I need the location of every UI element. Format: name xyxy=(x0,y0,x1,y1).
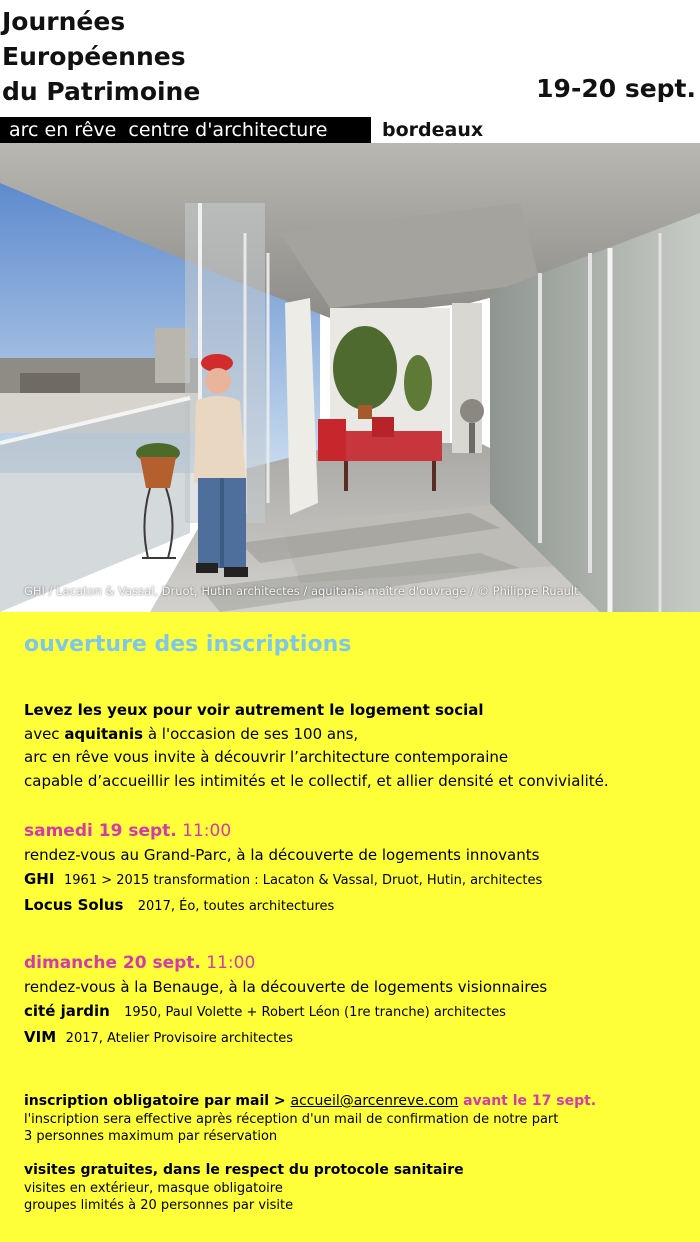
intro-line-3: arc en rêve vous invite à découvrir l’architecture contemporaine xyxy=(24,748,509,766)
event-title-line-2: Européennes xyxy=(2,42,186,71)
intro-lead: Levez les yeux pour voir autrement le logement social xyxy=(24,701,484,719)
day-description: rendez-vous à la Benauge, à la découverte de logements visionnaires xyxy=(24,978,548,996)
day-sunday xyxy=(24,951,547,1051)
visits-line-2: groupes limités à 20 personnes par visite xyxy=(24,1198,294,1213)
event-title-line-3: du Patrimoine xyxy=(2,77,201,106)
visit-item xyxy=(24,999,547,1025)
organization-name: arc en rêve centre d'architecture xyxy=(9,119,328,141)
visit-name: GHI xyxy=(24,870,55,888)
day-saturday xyxy=(24,819,542,919)
day-time: 11:00 xyxy=(182,821,232,841)
visit-name: Locus Solus xyxy=(24,896,124,914)
visits-line-1: visites en extérieur, masque obligatoire xyxy=(24,1181,283,1196)
day-name: dimanche 20 sept. xyxy=(24,953,201,973)
balcony-photo-illustration xyxy=(0,143,700,612)
intro-text xyxy=(24,699,609,793)
event-date: 19-20 sept. xyxy=(536,74,696,103)
visit-detail: 2017, Atelier Provisoire architectes xyxy=(65,1031,294,1046)
registration-deadline: avant le 17 sept. xyxy=(463,1093,597,1109)
visit-detail: 2017, Éo, toutes architectures xyxy=(137,899,335,914)
visit-name: VIM xyxy=(24,1028,57,1046)
visit-item xyxy=(24,1025,547,1051)
day-time: 11:00 xyxy=(206,953,256,973)
registration-info xyxy=(24,1092,596,1145)
intro-line-2 xyxy=(24,723,609,747)
registration-title xyxy=(24,1092,596,1111)
intro-line-4: capable d’accueillir les intimités et le collectif, et allier densité et convivialité. xyxy=(24,771,609,790)
event-title xyxy=(2,4,200,109)
intro-aquitanis: aquitanis xyxy=(64,724,144,743)
organization-banner xyxy=(0,117,371,144)
day-description: rendez-vous au Grand-Parc, à la découverte de logements innovants xyxy=(24,846,540,864)
visit-name: cité jardin xyxy=(24,1002,110,1020)
registration-line-1: l'inscription sera effective après réception d'un mail de confirmation de notre part xyxy=(24,1112,559,1127)
intro-line-2-prefix: avec xyxy=(24,724,65,743)
header xyxy=(0,0,700,143)
photo-credit: GHI / Lacaton & Vassal, Druot, Hutin architectes / aquitanis maître d'ouvrage / © Philippe Ruault xyxy=(24,584,579,598)
registration-email-link[interactable]: accueil@arcenreve.com xyxy=(290,1093,459,1109)
section-heading: ouverture des inscriptions xyxy=(24,632,352,657)
day-title xyxy=(24,819,542,843)
visit-item xyxy=(24,867,542,893)
visit-detail: 1961 > 2015 transformation : Lacaton & Vassal, Druot, Hutin, architectes xyxy=(64,873,543,888)
registration-line-2: 3 personnes maximum par réservation xyxy=(24,1129,278,1144)
content-panel xyxy=(0,612,700,1242)
event-title-line-1: Journées xyxy=(2,7,126,36)
hero-photo xyxy=(0,143,700,612)
visit-item xyxy=(24,893,542,919)
day-name: samedi 19 sept. xyxy=(24,821,177,841)
registration-label: inscription obligatoire par mail > xyxy=(24,1093,291,1109)
visits-info xyxy=(24,1161,464,1214)
intro-line-2-suffix: à l'occasion de ses 100 ans, xyxy=(143,724,359,743)
visits-title: visites gratuites, dans le respect du protocole sanitaire xyxy=(24,1162,464,1178)
day-title xyxy=(24,951,547,975)
organization-city: bordeaux xyxy=(382,119,484,141)
visit-detail: 1950, Paul Volette + Robert Léon (1re tranche) architectes xyxy=(124,1005,506,1020)
